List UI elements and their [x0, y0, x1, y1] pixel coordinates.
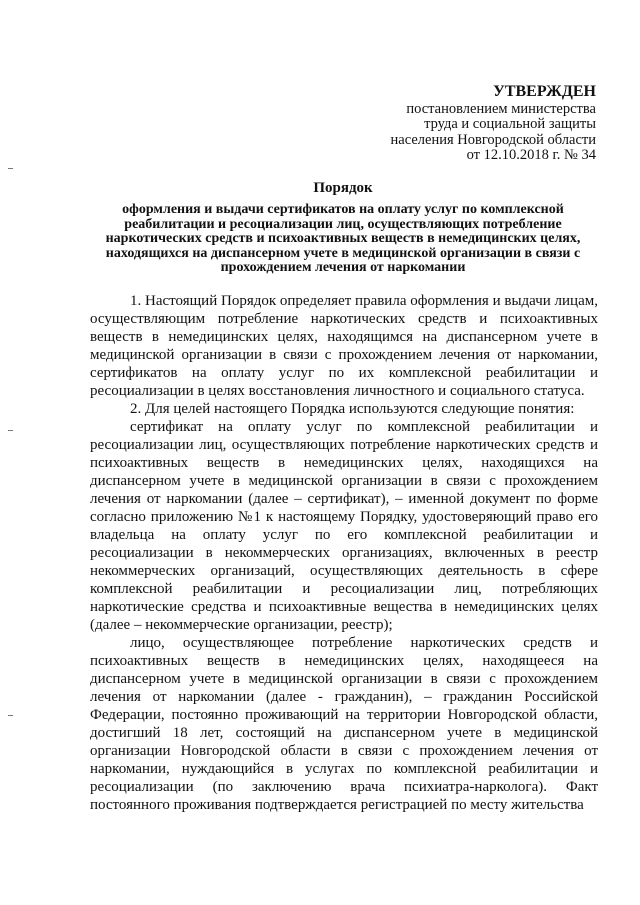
scan-margin-mark [8, 715, 13, 716]
document-heading [88, 180, 598, 276]
paragraph-citizen-definition: лицо, осуществляющее потребление наркотических средств и психоактивных веществ в немедицинских целях, находящееся на диспансерном учете в медицинской организации в связи с прохождением лечения от наркомании (далее - гражданин), – гражданин Российской Федерации, постоянно проживающий на территории Новгородской области, достигший 18 лет, состоящий на диспансерном учете в медицинской организации Новгородской области в связи с прохождением лечения от наркомании, нуждающийся в услугах по комплексной реабилитации и ресоциализации (по заключению врача психиатра-нарколога). Факт постоянного проживания подтверждается регистрацией по месту жительства [90, 635, 598, 813]
approval-line: населения Новгородской области [390, 131, 596, 148]
paragraph-1: 1. Настоящий Порядок определяет правила оформления и выдачи лицам, осуществляющим потребление наркотических средств и психоактивных веществ в немедицинских целях, находящимся на диспансерном учете в медицинской организации в связи с прохождением лечения от наркомании, сертификатов на оплату услуг по их комплексной реабилитации и ресоциализации в целях восстановления личностного и социального статуса. [90, 293, 598, 399]
scan-margin-mark [8, 430, 13, 431]
paragraph-certificate-definition: сертификат на оплату услуг по комплексной реабилитации и ресоциализации лиц, осуществляющих потребление наркотических средств и психоактивных веществ в немедицинских целях, находящихся на диспансерном учете в медицинской организации в связи с прохождением лечения от наркомании (далее – сертификат), – именной документ по форме согласно приложению №1 к настоящему Порядку, удостоверяющий право его владельца на оплату услуг по его комплексной реабилитации и ресоциализации в некоммерческих организациях, включенных в реестр некоммерческих организаций, осуществляющих деятельность в сфере комплексной реабилитации и ресоциализации лиц, потребляющих наркотические средства и психоактивные вещества в немедицинских целях (далее – некоммерческие организации, реестр); [90, 419, 598, 633]
document-title: Порядок [313, 180, 373, 196]
document-subtitle: оформления и выдачи сертификатов на оплату услуг по комплексной реабилитации и ресоциализации лиц, осуществляющих потребление наркотических средств и психоактивных веществ в немедицинских целях, находящихся на диспансерном учете в медицинской организации в связи с прохождением лечения от наркомании [105, 202, 581, 275]
approval-date: от 12.10.2018 г. № 34 [466, 147, 596, 163]
document-body [90, 292, 598, 814]
approval-block [336, 84, 596, 164]
approval-line: труда и социальной защиты [424, 116, 596, 132]
approval-stamp: УТВЕРЖДЕН [493, 83, 596, 100]
scan-margin-mark [8, 168, 13, 169]
approval-line: постановлением министерства [406, 100, 596, 117]
paragraph-2: 2. Для целей настоящего Порядка используются следующие понятия: [130, 401, 575, 417]
